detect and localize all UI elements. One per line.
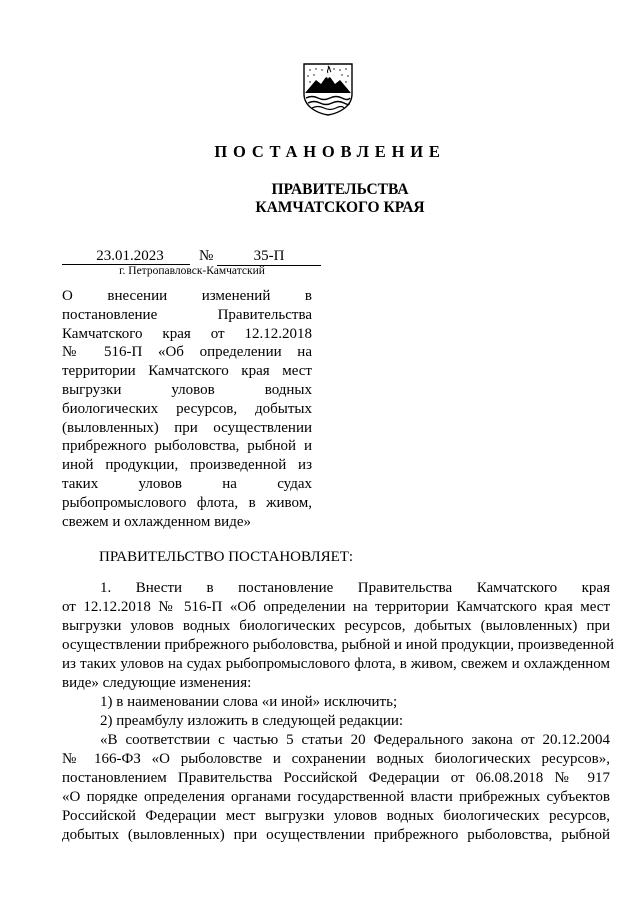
subject-line: О внесении изменений в [62,288,312,304]
coat-of-arms-icon [296,60,360,116]
subject-line: биологических ресурсов, добытых [62,400,312,417]
subject-line: территории Камчатского края мест [62,363,312,380]
issuer-line-1: ПРАВИТЕЛЬСТВА [271,181,409,198]
subject-line: № 516-П «Об определении на [62,344,312,361]
subject-line: рыбопромыслового флота, в живом, [62,494,312,511]
document-date: 23.01.2023 [62,247,190,265]
body-line: из таких уловов на судах рыбопромыслового флота, в живом, свежем и охлажденном [62,656,610,672]
document-type-title: ПОСТАНОВЛЕНИЕ [214,142,446,161]
issuer-block [210,181,470,217]
subject-line: выгрузки уловов водных [62,381,312,398]
body-line: от 12.12.2018 № 516-П «Об определении на территории Камчатского края мест [62,599,610,615]
subject-line: свежем и охлажденном виде» [62,513,251,530]
body-line: Российской Федерации мест выгрузки уловов водных биологических ресурсов, [62,808,610,824]
document-number: 35-П [217,247,321,266]
document-subject [62,287,312,531]
body-line: осуществлении прибрежного рыболовства, рыбной и иной продукции, произведенной [62,637,615,653]
subject-line: (выловленных) при осуществлении [62,419,312,436]
body-line: 1. Внести в постановление Правительства Камчатского края [100,580,610,596]
body-line: постановлением Правительства Российской Федерации от 06.08.2018 № 917 [62,770,610,786]
body-line: № 166-ФЗ «О рыболовстве и сохранении водных биологических ресурсов», [62,751,610,767]
issuer-line-2: КАМЧАТСКОГО КРАЯ [255,199,425,216]
body-line: виде» следующие изменения: [62,675,252,691]
body-line: 1) в наименовании слова «и иной» исключить; [100,694,398,710]
body-line: выгрузки уловов водных биологических ресурсов, добытых (выловленных) при [62,618,610,634]
subject-line: прибрежного рыболовства, рыбной и [62,438,312,455]
body-line: «В соответствии с частью 5 статьи 20 Федерального закона от 20.12.2004 [100,732,610,748]
resolution-heading: ПРАВИТЕЛЬСТВО ПОСТАНОВЛЯЕТ: [99,549,354,565]
subject-line: иной продукции, произведенной из [62,457,312,474]
body-line: 2) преамбулу изложить в следующей редакции: [100,713,404,729]
body-line: добытых (выловленных) при осуществлении прибрежного рыболовства, рыбной [62,827,610,843]
subject-line: постановление Правительства [62,306,312,323]
number-sign: № [199,248,214,264]
city-line: г. Петропавловск-Камчатский [119,265,265,277]
body-line: «О порядке определения органами государственной власти прибрежных субъектов [62,789,610,805]
subject-line: таких уловов на судах [62,475,312,492]
document-body [62,579,615,845]
subject-line: Камчатского края от 12.12.2018 [62,325,312,342]
